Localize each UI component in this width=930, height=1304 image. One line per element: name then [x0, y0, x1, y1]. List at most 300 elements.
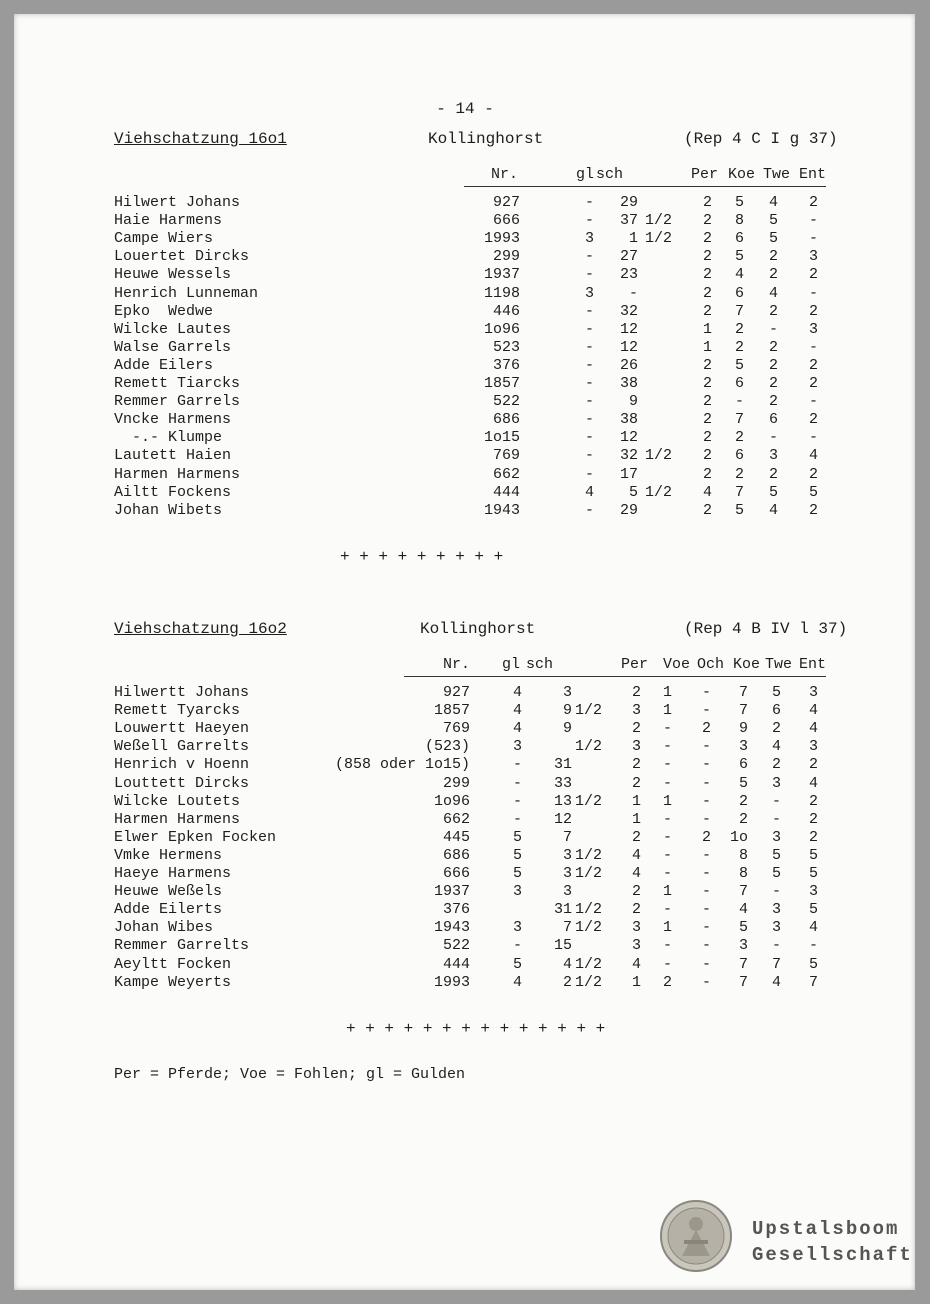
row-cell: -	[584, 302, 594, 320]
row-cell: -	[734, 393, 744, 411]
row-cell: 31	[553, 756, 572, 774]
row-cell: 2	[768, 302, 778, 320]
row-cell: 2	[702, 194, 712, 211]
row-cell: (523)	[424, 738, 470, 756]
row-cell: 1857	[433, 702, 470, 720]
row-cell: 1/2	[574, 919, 602, 937]
row-cell: -	[584, 375, 594, 392]
row-cell: 927	[442, 684, 470, 701]
row-cell: 4	[768, 501, 778, 519]
row-name: Lautett Haien	[114, 447, 232, 465]
row-cell: 5	[768, 212, 778, 230]
table-row	[114, 429, 834, 447]
row-cell: 1857	[483, 375, 520, 392]
row-cell: 299	[442, 774, 470, 792]
row-name: Vmke Hermens	[114, 846, 223, 864]
table-row	[114, 702, 834, 720]
row-cell: 2	[702, 212, 712, 230]
row-cell: 12	[553, 810, 572, 828]
row-cell: -	[584, 447, 594, 465]
row-cell: -	[584, 338, 594, 356]
row-cell: 33	[553, 774, 572, 792]
row-cell: 8	[738, 846, 748, 864]
row-cell: 1/2	[644, 212, 672, 230]
row-name: Ailtt Fockens	[114, 483, 232, 501]
row-cell: 5	[734, 356, 744, 374]
row-cell: 4	[768, 284, 778, 302]
row-name: Haie Harmens	[114, 212, 223, 230]
row-cell: -	[701, 883, 711, 901]
row-cell: -	[662, 720, 672, 738]
row-cell: -	[701, 901, 711, 919]
table-row	[114, 502, 834, 520]
table1-title: Viehschatzung 16o1	[114, 130, 287, 148]
row-name: Walse Garrels	[114, 338, 232, 356]
row-cell: 5	[808, 955, 818, 973]
row-cell: 7	[562, 919, 572, 937]
table-row	[114, 411, 834, 429]
table-row	[114, 484, 834, 502]
row-cell: 769	[442, 720, 470, 738]
row-name: Louttett Dircks	[114, 774, 250, 792]
table-row	[114, 756, 834, 774]
table-header-cell: Nr.	[442, 656, 470, 673]
table-row	[114, 901, 834, 919]
row-cell: 5	[628, 483, 638, 501]
row-cell: 7	[738, 684, 748, 701]
row-cell: 7	[771, 955, 781, 973]
row-cell: 3	[771, 774, 781, 792]
row-cell: 7	[562, 828, 572, 846]
row-cell: 2	[808, 792, 818, 810]
row-cell: 8	[738, 865, 748, 882]
table-row	[114, 375, 834, 393]
row-cell: 7	[738, 883, 748, 901]
row-cell: 3	[808, 248, 818, 266]
row-cell: 2	[808, 828, 818, 846]
table-row	[114, 684, 834, 702]
row-cell: 4	[631, 846, 641, 864]
row-cell: 1198	[483, 284, 520, 302]
row-cell: 4	[808, 919, 818, 937]
row-cell: -	[662, 774, 672, 792]
row-cell: 31	[553, 901, 572, 919]
row-cell: 2	[808, 756, 818, 774]
row-name: Kampe Weyerts	[114, 973, 232, 991]
row-cell: 1	[662, 883, 672, 901]
row-name: Remett Tiarcks	[114, 375, 241, 392]
row-cell: -	[808, 429, 818, 447]
row-cell: 3	[738, 738, 748, 756]
row-cell: 12	[619, 429, 638, 447]
row-cell: 4	[771, 738, 781, 756]
table-header-cell: Ent	[798, 166, 826, 183]
row-cell: 2	[734, 465, 744, 483]
table-header-cell: sch	[526, 656, 554, 673]
row-cell: 1/2	[574, 955, 602, 973]
row-cell: 686	[442, 846, 470, 864]
row-cell: 4	[768, 194, 778, 211]
row-cell: 1	[662, 792, 672, 810]
row-cell: -	[768, 320, 778, 338]
row-cell: 4	[584, 483, 594, 501]
row-cell: 2	[702, 447, 712, 465]
row-cell: 2	[808, 465, 818, 483]
row-cell: -	[662, 828, 672, 846]
row-cell: -	[771, 792, 781, 810]
row-cell: -	[808, 230, 818, 248]
row-cell: 2	[562, 973, 572, 991]
row-cell: 2	[734, 320, 744, 338]
row-cell: 4	[562, 955, 572, 973]
row-cell: 299	[492, 248, 520, 266]
row-cell: -	[584, 212, 594, 230]
row-cell: 3	[512, 738, 522, 756]
row-cell: -	[512, 810, 522, 828]
row-cell: 3	[771, 919, 781, 937]
table1-header-rule	[464, 186, 826, 187]
row-cell: -	[662, 865, 672, 882]
row-cell: -	[701, 846, 711, 864]
row-cell: 2	[701, 720, 711, 738]
row-cell: 666	[442, 865, 470, 882]
row-cell: 7	[808, 973, 818, 991]
row-cell: -	[662, 846, 672, 864]
row-cell: 1/2	[574, 702, 602, 720]
legend-text: Per = Pferde; Voe = Fohlen; gl = Gulden	[114, 1066, 466, 1083]
row-cell: 5	[512, 828, 522, 846]
row-cell: 7	[738, 973, 748, 991]
row-name: Remett Tyarcks	[114, 702, 241, 720]
row-cell: 1943	[433, 919, 470, 937]
row-cell: 38	[619, 375, 638, 392]
row-cell: 4	[631, 955, 641, 973]
row-cell: 4	[512, 702, 522, 720]
row-cell: -	[662, 756, 672, 774]
row-cell: 2	[702, 501, 712, 519]
row-cell: 37	[619, 212, 638, 230]
row-cell: 2	[738, 792, 748, 810]
table-header-cell: Och	[696, 656, 724, 673]
row-cell: 2	[631, 883, 641, 901]
row-cell: 4	[771, 973, 781, 991]
row-name: Elwer Epken Focken	[114, 828, 277, 846]
row-cell: 2	[702, 411, 712, 429]
row-cell: 2	[702, 375, 712, 392]
row-cell: 2	[768, 393, 778, 411]
row-cell: 27	[619, 248, 638, 266]
row-cell: 2	[808, 411, 818, 429]
row-name: Hilwertt Johans	[114, 684, 250, 701]
row-name: Hilwert Johans	[114, 194, 241, 211]
row-cell: 2	[702, 356, 712, 374]
row-cell: 446	[492, 302, 520, 320]
row-cell: 662	[442, 810, 470, 828]
row-name: Weßell Garrelts	[114, 738, 250, 756]
row-name: Vncke Harmens	[114, 411, 232, 429]
row-name: Epko Wedwe	[114, 302, 214, 320]
row-cell: -	[662, 955, 672, 973]
row-cell: 3	[808, 684, 818, 701]
row-cell: 2	[662, 973, 672, 991]
table-header-cell: sch	[596, 166, 624, 183]
table-header-cell: Koe	[732, 656, 760, 673]
row-cell: -	[584, 501, 594, 519]
row-cell: 5	[512, 955, 522, 973]
row-cell: 2	[631, 901, 641, 919]
table-row	[114, 321, 834, 339]
logo-line-2: Gesellschaft	[752, 1244, 913, 1266]
row-cell: 522	[442, 937, 470, 955]
row-cell: -	[512, 774, 522, 792]
row-cell: 3	[584, 230, 594, 248]
table-header-cell: Twe	[764, 656, 792, 673]
row-cell: 9	[562, 702, 572, 720]
table-row	[114, 285, 834, 303]
row-cell: 5	[512, 846, 522, 864]
row-name: Haeye Harmens	[114, 865, 232, 882]
row-cell: -	[701, 756, 711, 774]
row-cell: 3	[771, 828, 781, 846]
row-cell: 1937	[433, 883, 470, 901]
row-name: Adde Eilers	[114, 356, 214, 374]
row-name: Adde Eilerts	[114, 901, 223, 919]
table-row	[114, 919, 834, 937]
row-cell: 2	[808, 810, 818, 828]
table-row	[114, 974, 834, 992]
row-cell: 3	[584, 284, 594, 302]
row-cell: 29	[619, 194, 638, 211]
row-name: Heuwe Wessels	[114, 266, 232, 284]
row-cell: 2	[631, 828, 641, 846]
row-cell: 2	[768, 465, 778, 483]
row-cell: 523	[492, 338, 520, 356]
row-cell: 1o	[729, 828, 748, 846]
row-cell: 769	[492, 447, 520, 465]
row-cell: 1/2	[644, 483, 672, 501]
row-cell: 7	[734, 302, 744, 320]
row-cell: 1/2	[644, 447, 672, 465]
row-cell: 6	[738, 756, 748, 774]
row-cell: 3	[631, 702, 641, 720]
row-cell: 1	[662, 702, 672, 720]
row-cell: 6	[734, 375, 744, 392]
table-row	[114, 194, 834, 212]
row-cell: 5	[808, 865, 818, 882]
row-cell: 8	[734, 212, 744, 230]
row-cell: -	[808, 212, 818, 230]
table-header-cell: Koe	[727, 166, 755, 183]
row-cell: 4	[808, 720, 818, 738]
row-cell: 2	[771, 756, 781, 774]
table-row	[114, 847, 834, 865]
row-cell: 1/2	[574, 865, 602, 882]
table-row	[114, 811, 834, 829]
row-cell: 4	[512, 684, 522, 701]
row-name: Heuwe Weßels	[114, 883, 223, 901]
row-cell: 2	[631, 684, 641, 701]
row-cell: -	[701, 973, 711, 991]
table-row	[114, 738, 834, 756]
row-cell: -	[701, 865, 711, 882]
separator-crosses-2: + + + + + + + + + + + + + +	[346, 1020, 606, 1038]
row-cell: -	[808, 284, 818, 302]
row-cell: 2	[808, 302, 818, 320]
row-cell: -	[584, 194, 594, 211]
row-cell: 927	[492, 194, 520, 211]
table-header-cell: Voe	[662, 656, 690, 673]
table2-title: Viehschatzung 16o2	[114, 620, 287, 638]
row-cell: 522	[492, 393, 520, 411]
row-cell: -	[771, 937, 781, 955]
row-cell: 1	[702, 320, 712, 338]
row-cell: -	[808, 937, 818, 955]
row-cell: -	[584, 465, 594, 483]
row-cell: 2	[768, 375, 778, 392]
row-cell: 4	[808, 774, 818, 792]
row-cell: -	[701, 919, 711, 937]
row-name: Harmen Harmens	[114, 465, 241, 483]
row-cell: -	[701, 774, 711, 792]
row-cell: 2	[631, 756, 641, 774]
row-cell: 32	[619, 447, 638, 465]
row-cell: 1	[662, 684, 672, 701]
row-cell: -	[701, 684, 711, 701]
row-cell: 5	[738, 774, 748, 792]
row-cell: 1/2	[574, 846, 602, 864]
row-cell: -	[662, 937, 672, 955]
row-cell: 2	[768, 248, 778, 266]
row-cell: -	[584, 356, 594, 374]
table-header-cell: gl	[501, 656, 520, 673]
row-cell: 3	[738, 937, 748, 955]
seal-logo-icon	[660, 1200, 732, 1272]
row-cell: 4	[738, 901, 748, 919]
row-cell: -	[771, 810, 781, 828]
row-cell: 29	[619, 501, 638, 519]
table-row	[114, 248, 834, 266]
row-cell: 1	[702, 338, 712, 356]
row-cell: 2	[702, 266, 712, 284]
row-cell: -	[701, 738, 711, 756]
row-name: Louertet Dircks	[114, 248, 250, 266]
row-cell: -	[701, 702, 711, 720]
row-cell: 5	[734, 248, 744, 266]
table-row	[114, 212, 834, 230]
row-cell: 3	[512, 883, 522, 901]
row-cell: 3	[631, 738, 641, 756]
row-cell: 2	[702, 302, 712, 320]
table-header-cell: gl	[575, 166, 594, 183]
row-cell: 13	[553, 792, 572, 810]
row-cell: -	[512, 937, 522, 955]
row-cell: 2	[771, 720, 781, 738]
row-cell: 5	[771, 846, 781, 864]
row-cell: -	[512, 756, 522, 774]
row-cell: 2	[631, 720, 641, 738]
row-cell: 12	[619, 320, 638, 338]
row-cell: 2	[808, 375, 818, 392]
row-cell: -	[628, 284, 638, 302]
row-cell: 6	[734, 284, 744, 302]
row-cell: 3	[562, 883, 572, 901]
row-cell: -	[512, 792, 522, 810]
row-cell: 23	[619, 266, 638, 284]
row-cell: 12	[619, 338, 638, 356]
row-cell: -	[701, 810, 711, 828]
table-row	[114, 303, 834, 321]
table-row	[114, 775, 834, 793]
row-cell: -	[662, 738, 672, 756]
row-cell: 3	[771, 901, 781, 919]
row-name: Wilcke Loutets	[114, 792, 241, 810]
table-row	[114, 357, 834, 375]
row-cell: 2	[701, 828, 711, 846]
row-cell: 2	[768, 338, 778, 356]
row-cell: 3	[808, 883, 818, 901]
row-cell: 9	[738, 720, 748, 738]
row-cell: 1/2	[644, 230, 672, 248]
row-cell: 2	[702, 429, 712, 447]
row-cell: 4	[808, 447, 818, 465]
row-cell: 1	[628, 230, 638, 248]
row-cell: 1/2	[574, 901, 602, 919]
row-name: Henrich v Hoenn	[114, 756, 250, 774]
row-cell: 5	[771, 865, 781, 882]
row-cell: 26	[619, 356, 638, 374]
row-cell: 2	[738, 810, 748, 828]
row-cell: -	[584, 429, 594, 447]
row-cell: 7	[734, 411, 744, 429]
table-row	[114, 266, 834, 284]
row-cell: -	[771, 883, 781, 901]
table-row	[114, 466, 834, 484]
table-row	[114, 793, 834, 811]
row-cell: 15	[553, 937, 572, 955]
row-cell: 4	[512, 720, 522, 738]
row-cell: 1943	[483, 501, 520, 519]
table-row	[114, 720, 834, 738]
row-cell: 2	[702, 230, 712, 248]
row-cell: 3	[808, 320, 818, 338]
row-name: Johan Wibets	[114, 501, 223, 519]
row-cell: 6	[734, 447, 744, 465]
row-cell: 9	[628, 393, 638, 411]
row-cell: 4	[734, 266, 744, 284]
row-cell: 5	[734, 501, 744, 519]
row-cell: 444	[492, 483, 520, 501]
row-cell: 2	[702, 393, 712, 411]
row-cell: 38	[619, 411, 638, 429]
table-header-cell: Nr.	[490, 166, 518, 183]
row-cell: 4	[808, 702, 818, 720]
table-header-cell: Per	[620, 656, 648, 673]
row-cell: 2	[808, 194, 818, 211]
row-cell: 1o96	[433, 792, 470, 810]
row-name: Louwertt Haeyen	[114, 720, 250, 738]
row-cell: 2	[768, 356, 778, 374]
table-row	[114, 393, 834, 411]
row-cell: -	[768, 429, 778, 447]
row-cell: -	[584, 266, 594, 284]
row-cell: 7	[738, 702, 748, 720]
row-cell: 3	[562, 865, 572, 882]
row-name: Campe Wiers	[114, 230, 214, 248]
row-cell: -	[701, 955, 711, 973]
row-cell: 1o15	[483, 429, 520, 447]
separator-crosses: + + + + + + + + +	[340, 548, 504, 566]
table-row	[114, 883, 834, 901]
